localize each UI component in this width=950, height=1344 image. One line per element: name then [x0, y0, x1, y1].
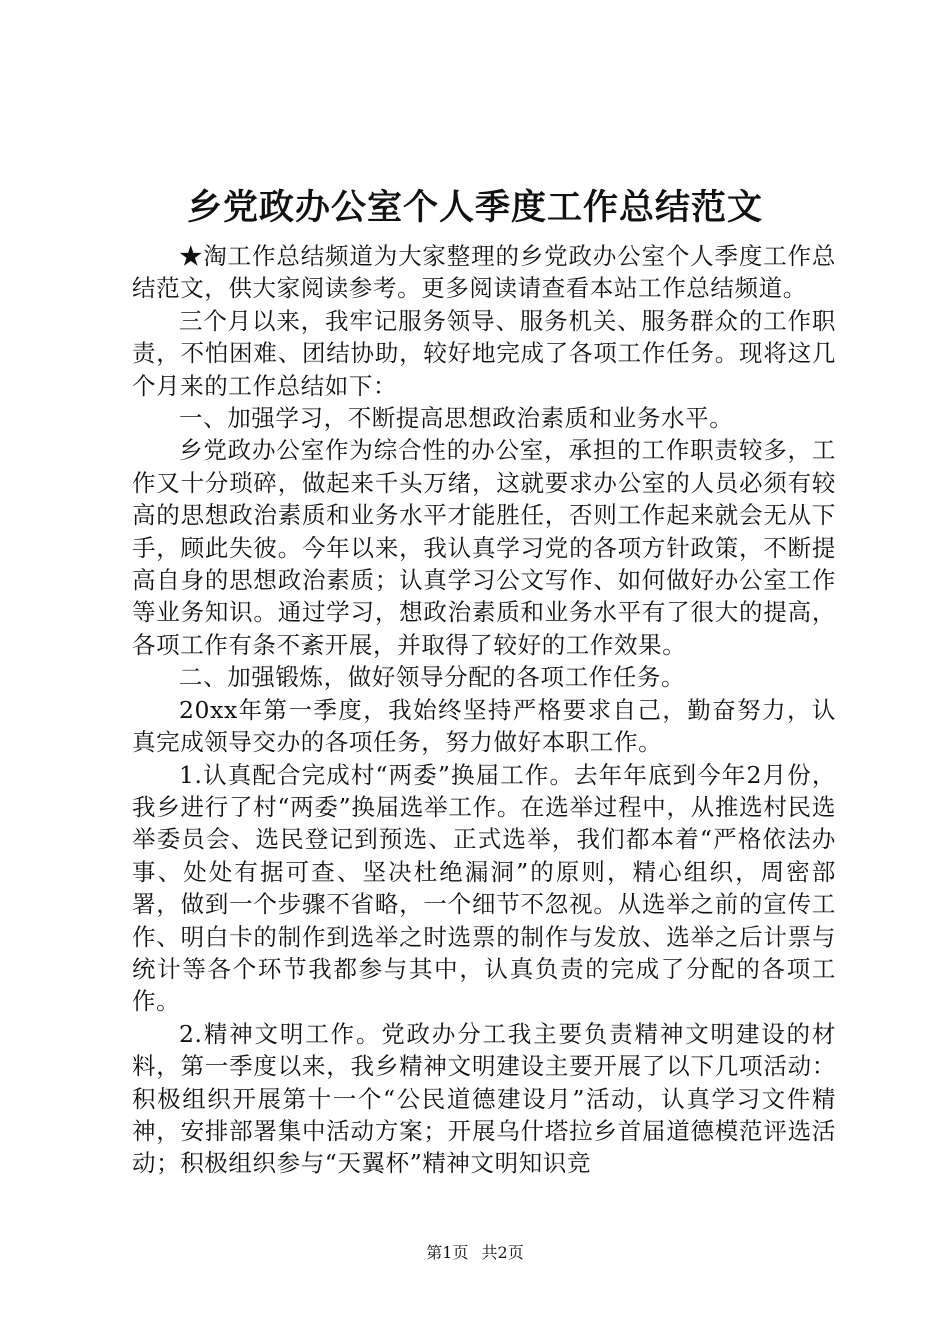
- document-body: [132, 240, 836, 1180]
- paragraph-civilization: 2.精神文明工作。党政办分工我主要负责精神文明建设的材料，第一季度以来，我乡精神文明建设主要开展了以下几项活动：积极组织开展第十一个“公民道德建设月”活动，认真学习文件精神，安排部署集中活动方案；开展乌什塔拉乡首届道德模范评选活动；积极组织参与“天翼杯”精神文明知识竞: [132, 1019, 836, 1178]
- page-footer: [0, 1242, 950, 1264]
- paragraph-intro: ★淘工作总结频道为大家整理的乡党政办公室个人季度工作总结范文，供大家阅读参考。更多阅读请查看本站工作总结频道。: [132, 242, 836, 303]
- page-number-total: 共2页: [481, 1243, 524, 1262]
- section-heading-2: 二、加强锻炼，做好领导分配的各项工作任务。: [179, 663, 686, 692]
- paragraph-first-quarter: 20xx年第一季度，我始终坚持严格要求自己，勤奋努力，认真完成领导交办的各项任务，努力做好本职工作。: [132, 695, 836, 757]
- document-title: 乡党政办公室个人季度工作总结范文: [186, 187, 763, 228]
- paragraph-study: 乡党政办公室作为综合性的办公室，承担的工作职责较多，工作又十分琐碎，做起来千头万绪，这就要求办公室的人员必须有较高的思想政治素质和业务水平才能胜任，否则工作起来就会无从下手，顾此失彼。今年以来，我认真学习党的各项方针政策，不断提高自身的思想政治素质；认真学习公文写作、如何做好办公室工作等业务知识。通过学习，想政治素质和业务水平有了很大的提高，各项工作有条不紊开展，并取得了较好的工作效果。: [132, 436, 836, 659]
- section-heading-1: 一、加强学习，不断提高思想政治素质和业务水平。: [179, 404, 734, 433]
- paragraph-overview: 三个月以来，我牢记服务领导、服务机关、服务群众的工作职责，不怕困难、团结协助，较好地完成了各项工作任务。现将这几个月来的工作总结如下：: [132, 306, 836, 400]
- paragraph-election: 1.认真配合完成村“两委”换届工作。去年年底到今年2月份，我乡进行了村“两委”换届选举工作。在选举过程中，从推选村民选举委员会、选民登记到预选、正式选举，我们都本着“严格依法办事、处处有据可查、坚决杜绝漏洞”的原则，精心组织，周密部署，做到一个步骤不省略，一个细节不忽视。从选举之前的宣传工作、明白卡的制作到选举之时选票的制作与发放、选举之后计票与统计等各个环节我都参与其中，认真负责的完成了分配的各项工作。: [132, 760, 836, 1016]
- page-number-current: 第1页: [426, 1243, 469, 1262]
